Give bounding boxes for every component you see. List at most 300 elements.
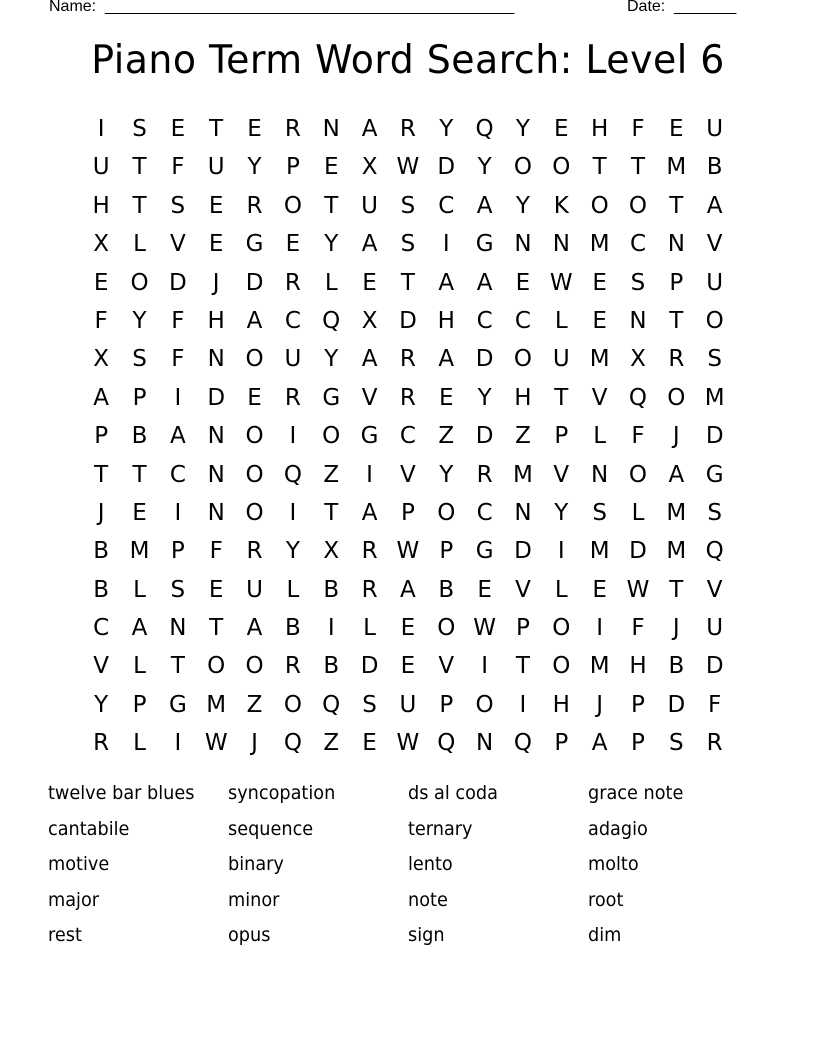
grid-letter[interactable]: Y bbox=[324, 231, 339, 258]
grid-letter[interactable]: Y bbox=[132, 307, 147, 334]
grid-letter[interactable]: Y bbox=[477, 384, 492, 411]
grid-letter[interactable]: I bbox=[289, 423, 297, 450]
grid-letter[interactable]: X bbox=[93, 346, 110, 373]
grid-letter[interactable]: P bbox=[285, 154, 300, 181]
grid-letter[interactable]: E bbox=[323, 154, 339, 181]
grid-letter[interactable]: E bbox=[362, 730, 377, 757]
grid-letter[interactable]: D bbox=[169, 269, 187, 296]
grid-letter[interactable]: F bbox=[209, 538, 223, 565]
grid-letter[interactable]: E bbox=[93, 269, 109, 296]
grid-letter[interactable]: Q bbox=[322, 307, 341, 334]
grid-letter[interactable]: R bbox=[361, 576, 378, 603]
grid-letter[interactable]: Z bbox=[246, 691, 263, 718]
grid-letter[interactable]: Q bbox=[705, 538, 724, 565]
grid-letter[interactable]: S bbox=[592, 499, 607, 526]
grid-letter[interactable]: R bbox=[361, 538, 378, 565]
grid-letter[interactable]: S bbox=[132, 116, 147, 142]
grid-letter[interactable]: R bbox=[284, 653, 301, 680]
grid-letter[interactable]: Q bbox=[322, 691, 341, 718]
grid-letter[interactable]: U bbox=[207, 154, 225, 181]
grid-letter[interactable]: O bbox=[245, 423, 264, 450]
grid-letter[interactable]: G bbox=[475, 538, 494, 565]
grid-letter[interactable]: F bbox=[708, 691, 722, 718]
grid-letter[interactable]: H bbox=[590, 116, 609, 142]
grid-letter[interactable]: C bbox=[284, 307, 301, 334]
word-bank-row bbox=[48, 918, 768, 954]
grid-letter[interactable]: R bbox=[284, 116, 301, 142]
grid-letter[interactable]: D bbox=[399, 307, 417, 334]
grid-letter[interactable]: P bbox=[439, 691, 454, 718]
grid-letter[interactable]: D bbox=[360, 653, 379, 680]
grid-letter[interactable]: E bbox=[208, 576, 224, 603]
grid-letter[interactable]: I bbox=[557, 538, 565, 565]
grid-letter[interactable]: E bbox=[285, 231, 301, 258]
grid-letter[interactable]: A bbox=[361, 231, 378, 258]
grid-letter[interactable]: R bbox=[399, 346, 416, 373]
grid-letter[interactable]: T bbox=[400, 269, 415, 296]
grid-letter[interactable]: A bbox=[668, 461, 685, 488]
name-field[interactable]: ______________________________________________ bbox=[105, 0, 515, 15]
grid-letter[interactable]: X bbox=[630, 346, 646, 373]
grid-letter[interactable]: N bbox=[629, 307, 647, 334]
grid-letter[interactable]: T bbox=[94, 461, 109, 488]
grid-letter[interactable]: D bbox=[629, 538, 647, 565]
grid-letter[interactable]: Q bbox=[628, 384, 648, 411]
grid-letter[interactable]: K bbox=[553, 192, 569, 219]
grid-letter[interactable]: B bbox=[131, 423, 148, 450]
grid-letter[interactable]: T bbox=[170, 653, 185, 680]
grid-letter[interactable]: R bbox=[399, 116, 416, 142]
grid-letter[interactable]: Y bbox=[477, 154, 492, 181]
grid-letter[interactable]: D bbox=[475, 346, 494, 373]
grid-letter[interactable]: E bbox=[477, 576, 492, 603]
grid-letter[interactable]: E bbox=[170, 116, 186, 142]
grid-letter[interactable]: N bbox=[322, 116, 340, 142]
grid-letter[interactable]: R bbox=[399, 384, 416, 411]
grid-letter[interactable]: Y bbox=[324, 346, 339, 373]
grid-letter[interactable]: M bbox=[666, 154, 687, 181]
grid-letter[interactable]: T bbox=[515, 653, 530, 680]
grid-letter[interactable]: P bbox=[516, 615, 530, 642]
grid-letter[interactable]: R bbox=[246, 538, 263, 565]
grid-letter[interactable]: W bbox=[204, 730, 228, 757]
grid-letter[interactable]: L bbox=[554, 307, 568, 334]
grid-letter[interactable]: D bbox=[207, 384, 226, 411]
grid-letter[interactable]: E bbox=[132, 499, 147, 526]
grid-letter[interactable]: V bbox=[515, 576, 531, 603]
grid-letter[interactable]: Q bbox=[437, 730, 456, 757]
grid-letter[interactable]: T bbox=[669, 192, 684, 219]
grid-letter[interactable]: F bbox=[631, 615, 645, 642]
grid-letter[interactable]: B bbox=[323, 576, 340, 603]
grid-letter[interactable]: T bbox=[592, 154, 607, 181]
grid-letter[interactable]: J bbox=[212, 269, 220, 296]
grid-letter[interactable]: B bbox=[706, 154, 723, 181]
grid-letter[interactable]: V bbox=[591, 384, 608, 411]
grid-letter[interactable]: U bbox=[361, 192, 378, 219]
grid-letter[interactable]: P bbox=[631, 730, 645, 757]
grid-letter[interactable]: A bbox=[93, 384, 110, 411]
grid-letter[interactable]: G bbox=[475, 231, 494, 258]
grid-letter[interactable]: E bbox=[515, 269, 531, 296]
grid-letter[interactable]: U bbox=[706, 116, 724, 142]
grid-letter[interactable]: E bbox=[247, 116, 262, 142]
grid-letter[interactable]: O bbox=[130, 269, 149, 296]
grid-letter[interactable]: A bbox=[169, 423, 186, 450]
grid-letter[interactable]: M bbox=[666, 538, 687, 565]
grid-letter[interactable]: O bbox=[667, 384, 686, 411]
grid-letter[interactable]: Z bbox=[515, 423, 531, 450]
grid-letter[interactable]: P bbox=[439, 538, 454, 565]
grid-letter[interactable]: V bbox=[553, 461, 570, 488]
grid-letter[interactable]: H bbox=[629, 653, 647, 680]
grid-letter[interactable]: I bbox=[174, 384, 182, 411]
grid-letter[interactable]: H bbox=[207, 307, 225, 334]
grid-letter[interactable]: M bbox=[589, 538, 610, 565]
grid-letter[interactable]: U bbox=[552, 346, 570, 373]
grid-letter[interactable]: O bbox=[437, 499, 456, 526]
grid-letter[interactable]: M bbox=[589, 231, 610, 258]
grid-letter[interactable]: A bbox=[246, 615, 263, 642]
grid-letter[interactable]: R bbox=[476, 461, 493, 488]
grid-letter[interactable]: Z bbox=[438, 423, 455, 450]
grid-letter[interactable]: A bbox=[438, 346, 455, 373]
grid-letter[interactable]: U bbox=[399, 691, 417, 718]
grid-letter[interactable]: E bbox=[554, 116, 569, 142]
grid-letter[interactable]: N bbox=[514, 231, 532, 258]
grid-letter[interactable]: H bbox=[514, 384, 532, 411]
grid-letter[interactable]: Z bbox=[323, 730, 340, 757]
grid-letter[interactable]: Y bbox=[247, 154, 262, 181]
grid-letter[interactable]: W bbox=[626, 576, 650, 603]
grid-letter[interactable]: P bbox=[400, 499, 415, 526]
grid-letter[interactable]: G bbox=[322, 384, 341, 411]
grid-letter[interactable]: S bbox=[132, 346, 147, 373]
grid-letter[interactable]: C bbox=[476, 307, 493, 334]
grid-letter[interactable]: C bbox=[438, 192, 455, 219]
grid-letter[interactable]: O bbox=[283, 192, 302, 219]
grid-letter[interactable]: Y bbox=[554, 499, 569, 526]
grid-letter[interactable]: S bbox=[400, 231, 416, 258]
grid-letter[interactable]: S bbox=[707, 499, 722, 526]
grid-letter[interactable]: B bbox=[285, 615, 301, 642]
grid-letter[interactable]: W bbox=[396, 538, 420, 565]
grid-letter[interactable]: N bbox=[207, 461, 225, 488]
grid-letter[interactable]: M bbox=[129, 538, 150, 565]
grid-letter[interactable]: V bbox=[706, 231, 723, 258]
grid-letter[interactable]: E bbox=[247, 384, 262, 411]
grid-letter[interactable]: H bbox=[552, 691, 570, 718]
grid-letter[interactable]: H bbox=[437, 307, 455, 334]
grid-letter[interactable]: D bbox=[245, 269, 264, 296]
grid-letter[interactable]: A bbox=[438, 269, 455, 296]
grid-row bbox=[82, 340, 734, 378]
grid-letter[interactable]: R bbox=[706, 730, 723, 757]
grid-letter[interactable]: E bbox=[208, 231, 224, 258]
grid-letter[interactable]: T bbox=[669, 307, 684, 334]
grid-letter[interactable]: G bbox=[245, 231, 264, 258]
grid-letter[interactable]: M bbox=[206, 691, 227, 718]
grid-letter[interactable]: P bbox=[170, 538, 185, 565]
grid-letter[interactable]: B bbox=[438, 576, 455, 603]
grid-letter[interactable]: A bbox=[706, 192, 723, 219]
grid-letter[interactable]: W bbox=[549, 269, 573, 296]
grid-row bbox=[82, 609, 734, 647]
grid-letter[interactable]: M bbox=[704, 384, 725, 411]
grid-letter[interactable]: M bbox=[589, 346, 610, 373]
grid-letter[interactable]: I bbox=[366, 461, 373, 488]
grid-letter[interactable]: U bbox=[284, 346, 302, 373]
grid-letter[interactable]: S bbox=[707, 346, 722, 373]
grid-letter[interactable]: X bbox=[323, 538, 340, 565]
grid-letter[interactable]: Y bbox=[515, 116, 530, 142]
grid-letter[interactable]: O bbox=[283, 691, 302, 718]
grid-letter[interactable]: C bbox=[93, 615, 110, 642]
grid-letter[interactable]: P bbox=[554, 423, 569, 450]
grid-letter[interactable]: R bbox=[93, 730, 110, 757]
grid-letter[interactable]: Y bbox=[94, 691, 109, 718]
grid-letter[interactable]: I bbox=[327, 615, 335, 642]
grid-letter[interactable]: S bbox=[170, 192, 186, 219]
grid-letter[interactable]: N bbox=[207, 346, 225, 373]
grid-letter[interactable]: A bbox=[361, 346, 378, 373]
grid-letter[interactable]: X bbox=[361, 307, 378, 334]
grid-letter[interactable]: U bbox=[246, 576, 263, 603]
grid-letter[interactable]: E bbox=[592, 307, 607, 334]
grid-letter[interactable]: E bbox=[438, 384, 454, 411]
grid-letter[interactable]: A bbox=[361, 499, 378, 526]
grid-letter[interactable]: X bbox=[93, 231, 110, 258]
grid-letter[interactable]: D bbox=[514, 538, 532, 565]
grid-letter[interactable]: L bbox=[324, 269, 338, 296]
grid-letter[interactable]: J bbox=[251, 730, 258, 757]
grid-letter[interactable]: G bbox=[705, 461, 724, 488]
grid-letter[interactable]: I bbox=[442, 231, 450, 258]
grid-letter[interactable]: L bbox=[133, 576, 146, 603]
grid-letter[interactable]: T bbox=[669, 576, 684, 603]
grid-letter[interactable]: J bbox=[97, 499, 105, 526]
grid-letter[interactable]: O bbox=[437, 615, 456, 642]
grid-letter[interactable]: V bbox=[169, 231, 186, 258]
grid-letter[interactable]: O bbox=[475, 691, 494, 718]
grid-letter[interactable]: A bbox=[476, 192, 493, 219]
grid-letter[interactable]: S bbox=[170, 576, 186, 603]
grid-letter[interactable]: B bbox=[93, 576, 110, 603]
grid-letter[interactable]: F bbox=[631, 423, 645, 450]
grid-letter[interactable]: N bbox=[207, 499, 225, 526]
grid-letter[interactable]: P bbox=[631, 691, 645, 718]
grid-letter[interactable]: E bbox=[362, 269, 377, 296]
grid-letter[interactable]: U bbox=[706, 269, 724, 296]
grid-letter[interactable]: D bbox=[705, 653, 724, 680]
grid-letter[interactable]: N bbox=[514, 499, 532, 526]
grid-letter[interactable]: T bbox=[132, 461, 147, 488]
grid-letter[interactable]: F bbox=[171, 154, 185, 181]
grid-letter[interactable]: A bbox=[361, 116, 378, 142]
grid-letter[interactable]: C bbox=[169, 461, 186, 488]
grid-letter[interactable]: S bbox=[630, 269, 646, 296]
grid-letter[interactable]: T bbox=[209, 116, 224, 142]
grid-letter[interactable]: L bbox=[593, 423, 607, 450]
grid-letter[interactable]: C bbox=[476, 499, 493, 526]
grid-letter[interactable]: E bbox=[592, 269, 607, 296]
grid-letter[interactable]: S bbox=[400, 192, 416, 219]
grid-letter[interactable]: V bbox=[93, 653, 110, 680]
grid-letter[interactable]: O bbox=[513, 346, 532, 373]
letter-grid bbox=[82, 110, 734, 763]
grid-letter[interactable]: L bbox=[286, 576, 300, 603]
grid-letter[interactable]: A bbox=[591, 730, 608, 757]
grid-letter[interactable]: N bbox=[207, 423, 225, 450]
grid-letter[interactable]: B bbox=[93, 538, 110, 565]
grid-letter[interactable]: M bbox=[513, 461, 533, 488]
grid-letter[interactable]: O bbox=[245, 461, 264, 488]
grid-letter[interactable]: J bbox=[672, 423, 680, 450]
grid-letter[interactable]: L bbox=[133, 730, 146, 757]
grid-letter[interactable]: P bbox=[132, 691, 147, 718]
grid-letter[interactable]: T bbox=[324, 499, 339, 526]
grid-letter[interactable]: O bbox=[552, 615, 571, 642]
grid-letter[interactable]: L bbox=[554, 576, 568, 603]
grid-letter[interactable]: M bbox=[666, 499, 687, 526]
grid-letter[interactable]: V bbox=[361, 384, 378, 411]
grid-letter[interactable]: N bbox=[552, 231, 570, 258]
grid-letter[interactable]: R bbox=[284, 384, 301, 411]
grid-letter[interactable]: W bbox=[473, 615, 496, 642]
grid-letter[interactable]: I bbox=[596, 615, 604, 642]
grid-letter[interactable]: A bbox=[246, 307, 263, 334]
grid-letter[interactable]: I bbox=[174, 499, 182, 526]
grid-letter[interactable]: D bbox=[667, 691, 686, 718]
grid-letter[interactable]: I bbox=[519, 691, 527, 718]
date-field[interactable]: _______ bbox=[674, 0, 737, 15]
grid-letter[interactable]: O bbox=[628, 192, 648, 219]
grid-letter[interactable]: E bbox=[400, 653, 416, 680]
grid-letter[interactable]: U bbox=[706, 615, 724, 642]
grid-letter[interactable]: A bbox=[400, 576, 416, 603]
grid-letter[interactable]: L bbox=[631, 499, 645, 526]
grid-letter[interactable]: F bbox=[631, 116, 645, 142]
grid-letter[interactable]: F bbox=[171, 307, 185, 334]
grid-letter[interactable]: E bbox=[669, 116, 684, 142]
grid-letter[interactable]: I bbox=[289, 499, 297, 526]
grid-letter[interactable]: O bbox=[552, 154, 571, 181]
grid-letter[interactable]: J bbox=[596, 691, 604, 718]
grid-letter[interactable]: Y bbox=[515, 192, 530, 219]
grid-letter[interactable]: C bbox=[514, 307, 531, 334]
grid-letter[interactable]: O bbox=[322, 423, 341, 450]
word-bank-item: lento bbox=[408, 853, 453, 876]
grid-letter[interactable]: V bbox=[400, 461, 416, 488]
grid-letter[interactable]: D bbox=[437, 154, 456, 181]
grid-letter[interactable]: P bbox=[94, 423, 109, 450]
grid-letter[interactable]: N bbox=[667, 231, 685, 258]
grid-letter[interactable]: Z bbox=[323, 461, 340, 488]
grid-letter[interactable]: R bbox=[668, 346, 685, 373]
grid-letter[interactable]: B bbox=[668, 653, 685, 680]
grid-letter[interactable]: L bbox=[363, 615, 376, 642]
grid-letter[interactable]: H bbox=[92, 192, 110, 219]
grid-letter[interactable]: F bbox=[94, 307, 108, 334]
grid-letter[interactable]: O bbox=[207, 653, 226, 680]
grid-letter[interactable]: J bbox=[672, 615, 680, 642]
grid-letter[interactable]: Q bbox=[475, 116, 494, 142]
grid-letter[interactable]: M bbox=[589, 653, 610, 680]
grid-letter[interactable]: A bbox=[476, 269, 493, 296]
grid-letter[interactable]: N bbox=[169, 615, 187, 642]
grid-letter[interactable]: W bbox=[396, 730, 420, 757]
grid-letter[interactable]: O bbox=[552, 653, 571, 680]
grid-letter[interactable]: T bbox=[209, 615, 224, 642]
word-bank-item: root bbox=[588, 888, 624, 911]
word-bank-item: sequence bbox=[228, 817, 314, 840]
grid-letter[interactable]: Q bbox=[283, 461, 302, 488]
grid-letter[interactable]: T bbox=[554, 384, 569, 411]
word-bank-item: twelve bar blues bbox=[48, 782, 195, 804]
grid-letter[interactable]: Y bbox=[285, 538, 300, 565]
grid-letter[interactable]: U bbox=[92, 154, 110, 181]
grid-letter[interactable]: Y bbox=[439, 116, 454, 142]
grid-letter[interactable]: D bbox=[705, 423, 724, 450]
grid-letter[interactable]: W bbox=[396, 154, 420, 181]
grid-letter[interactable]: D bbox=[475, 423, 494, 450]
grid-letter[interactable]: R bbox=[246, 192, 263, 219]
grid-letter[interactable]: Q bbox=[283, 730, 302, 757]
grid-letter[interactable]: N bbox=[476, 730, 494, 757]
grid-letter[interactable]: C bbox=[399, 423, 416, 450]
grid-letter[interactable]: R bbox=[284, 269, 301, 296]
grid-letter[interactable]: I bbox=[481, 653, 488, 680]
grid-letter[interactable]: O bbox=[245, 499, 264, 526]
grid-letter[interactable]: I bbox=[174, 730, 182, 757]
grid-letter[interactable]: O bbox=[245, 653, 264, 680]
grid-letter[interactable]: T bbox=[132, 154, 147, 181]
word-bank-item: rest bbox=[48, 924, 82, 947]
grid-letter[interactable]: B bbox=[323, 653, 340, 680]
grid-letter[interactable]: S bbox=[362, 691, 377, 718]
grid-letter[interactable]: P bbox=[554, 730, 569, 757]
grid-letter[interactable]: G bbox=[168, 691, 187, 718]
grid-letter[interactable]: O bbox=[705, 307, 724, 334]
grid-letter[interactable]: S bbox=[669, 730, 684, 757]
grid-letter[interactable]: E bbox=[208, 192, 224, 219]
grid-letter[interactable]: T bbox=[132, 192, 147, 219]
grid-letter[interactable]: T bbox=[630, 154, 646, 181]
grid-letter[interactable]: O bbox=[628, 461, 648, 488]
grid-letter[interactable]: L bbox=[133, 653, 146, 680]
grid-letter[interactable]: G bbox=[360, 423, 379, 450]
grid-letter[interactable]: C bbox=[629, 231, 647, 258]
grid-letter[interactable]: I bbox=[97, 116, 105, 142]
grid-letter[interactable]: Q bbox=[513, 730, 532, 757]
grid-letter[interactable]: P bbox=[132, 384, 147, 411]
grid-letter[interactable]: N bbox=[591, 461, 609, 488]
grid-letter[interactable]: Y bbox=[439, 461, 454, 488]
grid-letter[interactable]: A bbox=[131, 615, 148, 642]
grid-letter[interactable]: O bbox=[513, 154, 532, 181]
grid-letter[interactable]: P bbox=[669, 269, 684, 296]
grid-letter[interactable]: T bbox=[324, 192, 339, 219]
grid-letter[interactable]: F bbox=[171, 346, 185, 373]
grid-letter[interactable]: O bbox=[245, 346, 264, 373]
grid-letter[interactable]: L bbox=[133, 231, 146, 258]
grid-letter[interactable]: E bbox=[592, 576, 607, 603]
grid-letter[interactable]: X bbox=[361, 154, 378, 181]
grid-letter[interactable]: V bbox=[706, 576, 723, 603]
grid-letter[interactable]: V bbox=[438, 653, 455, 680]
grid-letter[interactable]: O bbox=[590, 192, 609, 219]
grid-letter[interactable]: E bbox=[400, 615, 416, 642]
